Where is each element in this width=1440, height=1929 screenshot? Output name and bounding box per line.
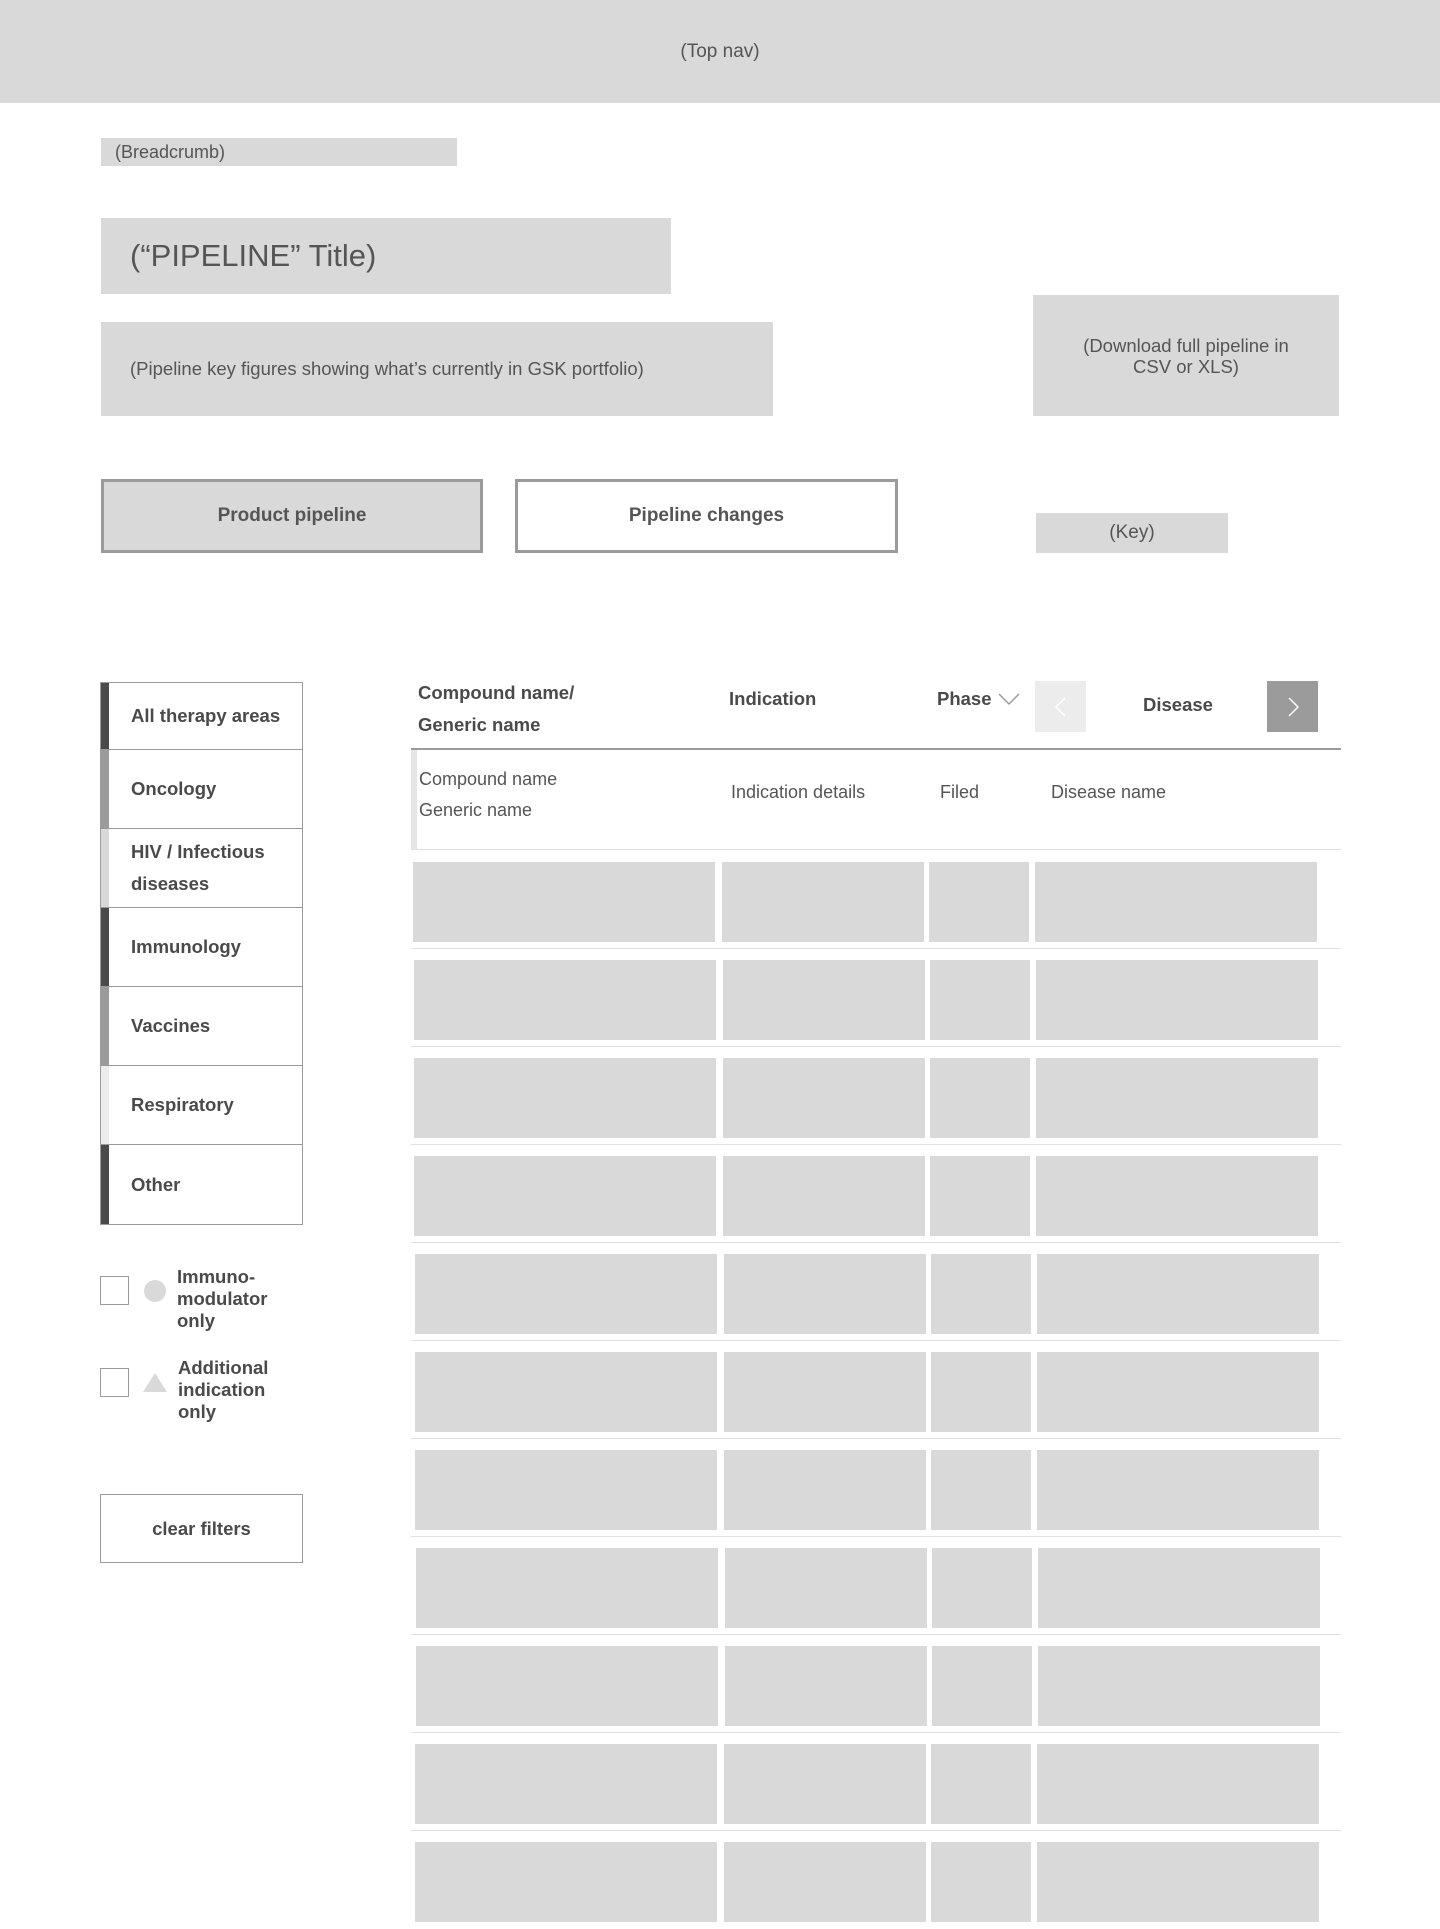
placeholder-cell	[723, 1156, 925, 1236]
placeholder-cell	[724, 1254, 926, 1334]
sidebar-item-label: HIV / Infectious diseases	[131, 841, 265, 894]
placeholder-cell	[1037, 1744, 1319, 1824]
placeholder-cell	[1037, 1842, 1319, 1922]
immunomodulator-label-line3: only	[177, 1310, 216, 1331]
placeholder-cell	[1035, 862, 1317, 942]
additional-indication-label-line3: only	[178, 1401, 217, 1422]
chevron-right-icon	[1286, 696, 1300, 718]
table-row-placeholder	[411, 851, 1341, 949]
table-row-placeholder	[411, 949, 1341, 1047]
table-row-placeholder	[411, 1733, 1341, 1831]
placeholder-cell	[932, 1646, 1032, 1726]
breadcrumb-label: (Breadcrumb)	[115, 141, 226, 162]
placeholder-cell	[415, 1450, 717, 1530]
filter-immunomodulator	[100, 1266, 267, 1332]
table-row-placeholder	[411, 1243, 1341, 1341]
table-row-placeholder	[411, 1635, 1341, 1733]
placeholder-cell	[415, 1352, 717, 1432]
clear-filters-label: clear filters	[152, 1517, 251, 1539]
phase-cell: Filed	[940, 782, 980, 802]
immunomodulator-label-line1: Immuno-	[177, 1266, 256, 1287]
accent-bar	[101, 908, 109, 986]
sidebar-item-label: Other	[131, 1173, 181, 1195]
table-row-placeholder	[411, 1145, 1341, 1243]
table-row-placeholder	[411, 1341, 1341, 1439]
placeholder-cell	[932, 1548, 1032, 1628]
placeholder-cell	[416, 1646, 718, 1726]
placeholder-cell	[415, 1842, 717, 1922]
column-header-disease	[1143, 689, 1213, 721]
placeholder-cell	[1036, 960, 1318, 1040]
placeholder-cell	[723, 1058, 925, 1138]
placeholder-cell	[931, 1352, 1031, 1432]
compound-header-line2: Generic name	[418, 714, 541, 735]
table-row-placeholder	[411, 1537, 1341, 1635]
tab-pipeline-changes[interactable]	[515, 479, 898, 553]
placeholder-cell	[414, 1058, 716, 1138]
key-legend[interactable]	[1036, 513, 1228, 553]
placeholder-cell	[1037, 1352, 1319, 1432]
indication-header-label: Indication	[729, 688, 817, 709]
additional-indication-label-line1: Additional	[178, 1357, 269, 1378]
sidebar-item-vaccines[interactable]	[101, 987, 302, 1066]
key-label: (Key)	[1109, 522, 1155, 543]
sidebar-item-other[interactable]	[101, 1145, 302, 1224]
placeholder-cell	[931, 1744, 1031, 1824]
accent-bar	[101, 1066, 109, 1144]
chevron-down-icon	[998, 692, 1020, 706]
top-nav	[0, 0, 1440, 103]
placeholder-cell	[725, 1548, 927, 1628]
placeholder-cell	[931, 1842, 1031, 1922]
column-header-indication	[729, 683, 816, 715]
page-title-label: (“PIPELINE” Title)	[130, 238, 377, 273]
placeholder-cell	[414, 1156, 716, 1236]
chevron-left-icon	[1054, 696, 1068, 718]
generic-name: Generic name	[419, 800, 533, 820]
sidebar-item-oncology[interactable]	[101, 750, 302, 829]
immunomodulator-label-line2: modulator	[177, 1288, 268, 1309]
tab-product-pipeline-label: Product pipeline	[217, 505, 367, 526]
placeholder-cell	[931, 1450, 1031, 1530]
sidebar-item-immunology[interactable]	[101, 908, 302, 987]
placeholder-cell	[1037, 1450, 1319, 1530]
placeholder-cell	[929, 862, 1029, 942]
disease-header-label: Disease	[1143, 694, 1213, 715]
additional-indication-label	[178, 1357, 268, 1423]
placeholder-cell	[1038, 1646, 1320, 1726]
download-pipeline-button[interactable]	[1033, 295, 1339, 416]
placeholder-cell	[930, 1058, 1030, 1138]
sidebar-item-label: Respiratory	[131, 1094, 234, 1115]
placeholder-cell	[415, 1254, 717, 1334]
compound-header-line1: Compound name/	[418, 682, 575, 703]
sidebar-item-label: Oncology	[131, 778, 217, 799]
immunomodulator-checkbox[interactable]	[100, 1276, 129, 1305]
key-figures-label: (Pipeline key figures showing what’s currently in GSK portfolio)	[130, 358, 644, 379]
triangle-icon	[143, 1373, 167, 1392]
table-row-placeholder	[411, 1047, 1341, 1145]
sidebar-item-label: Immunology	[131, 936, 241, 957]
phase-header-label: Phase	[937, 688, 992, 709]
compound-cell	[419, 764, 557, 826]
indication-cell: Indication details	[731, 782, 866, 802]
placeholder-cell	[723, 960, 925, 1040]
placeholder-cell	[931, 1254, 1031, 1334]
download-label-line2: CSV or XLS)	[1133, 355, 1239, 377]
therapy-area-nav	[100, 682, 303, 1225]
prev-column-button[interactable]	[1035, 681, 1086, 732]
accent-bar	[101, 750, 109, 828]
placeholder-cell	[1036, 1058, 1318, 1138]
column-header-phase[interactable]	[937, 683, 1020, 715]
placeholder-cell	[930, 960, 1030, 1040]
placeholder-cell	[724, 1744, 926, 1824]
table-row[interactable]	[411, 750, 1341, 850]
accent-bar	[101, 829, 109, 907]
additional-indication-checkbox[interactable]	[100, 1368, 129, 1397]
sidebar-item-hiv-infectious[interactable]	[101, 829, 302, 908]
accent-bar	[101, 683, 109, 749]
tab-pipeline-changes-label: Pipeline changes	[628, 505, 785, 526]
top-nav-label: (Top nav)	[680, 40, 760, 62]
placeholder-cell	[724, 1450, 926, 1530]
table-row-placeholder	[411, 1831, 1341, 1929]
next-column-button[interactable]	[1267, 681, 1318, 732]
breadcrumb[interactable]	[101, 138, 457, 166]
placeholder-cell	[1038, 1548, 1320, 1628]
placeholder-cell	[1037, 1254, 1319, 1334]
download-label-line1: (Download full pipeline in	[1083, 334, 1289, 356]
sidebar-item-respiratory[interactable]	[101, 1066, 302, 1145]
clear-filters-button[interactable]	[100, 1494, 303, 1563]
placeholder-cell	[722, 862, 924, 942]
placeholder-cell	[414, 960, 716, 1040]
filter-additional-indication	[100, 1357, 268, 1423]
placeholder-cell	[415, 1744, 717, 1824]
compound-name: Compound name	[419, 769, 558, 789]
placeholder-cell	[416, 1548, 718, 1628]
accent-bar	[101, 987, 109, 1065]
placeholder-cell	[1036, 1156, 1318, 1236]
placeholder-cell	[724, 1842, 926, 1922]
immunomodulator-label	[177, 1266, 267, 1332]
pipeline-key-figures	[101, 322, 773, 416]
additional-indication-label-line2: indication	[178, 1379, 266, 1400]
sidebar-item-label: All therapy areas	[131, 705, 281, 726]
circle-icon	[144, 1280, 166, 1302]
table-row-placeholder	[411, 1439, 1341, 1537]
placeholder-cell	[725, 1646, 927, 1726]
placeholder-cell	[413, 862, 715, 942]
sidebar-item-label: Vaccines	[131, 1015, 211, 1036]
placeholder-cell	[724, 1352, 926, 1432]
page-title	[101, 218, 671, 294]
accent-bar	[101, 1145, 109, 1224]
sidebar-item-all-therapy-areas[interactable]	[101, 683, 302, 750]
column-header-compound	[418, 677, 574, 741]
tab-product-pipeline[interactable]	[101, 479, 483, 553]
disease-cell: Disease name	[1051, 782, 1167, 802]
placeholder-cell	[930, 1156, 1030, 1236]
